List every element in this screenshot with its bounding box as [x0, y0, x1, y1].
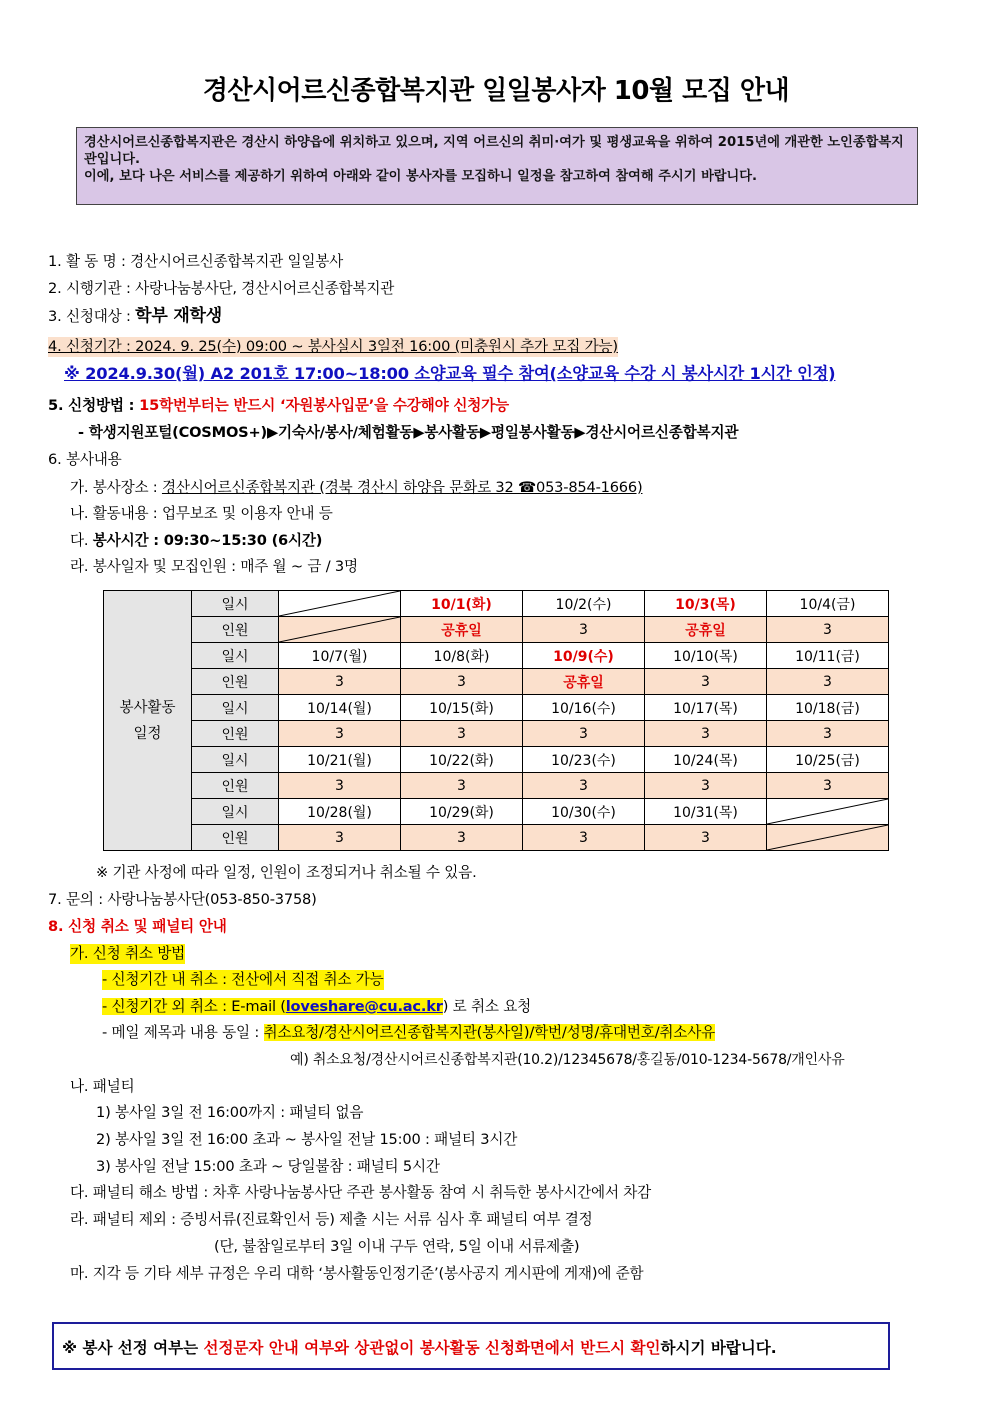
count-cell: 3	[523, 773, 645, 799]
schedule-date-row	[104, 747, 889, 773]
item-8b-2: 2) 봉사일 3일 전 16:00 초과 ~ 봉사일 전날 15:00 : 패널티 3시간	[96, 1131, 518, 1148]
item-5-path: - 학생지원포털(COSMOS+)▶기숙사/봉사/체험활동▶봉사활동▶평일봉사활동▶경산시어르신종합복지관	[78, 424, 739, 441]
item-3-value: 학부 재학생	[135, 306, 222, 326]
date-cell: 10/30(수)	[523, 799, 645, 825]
date-cell: 10/18(금)	[767, 695, 889, 721]
footer-red: 선정문자 안내 여부와 상관없이 봉사활동 신청화면에서 반드시 확인	[203, 1339, 661, 1357]
schedule-count-row	[104, 669, 889, 695]
date-cell: 10/21(월)	[279, 747, 401, 773]
item-5-value: 15학번부터는 반드시 ‘자원봉사입문’을 수강해야 신청가능	[139, 397, 509, 414]
count-cell: 공휴일	[645, 617, 767, 643]
date-cell: 10/11(금)	[767, 643, 889, 669]
count-cell: 공휴일	[401, 617, 523, 643]
date-cell: 10/7(월)	[279, 643, 401, 669]
date-cell: 10/9(수)	[523, 643, 645, 669]
schedule-header: 봉사활동 일정	[104, 591, 192, 851]
item-8a-3-value: 취소요청/경산시어르신종합복지관(봉사일)/학번/성명/휴대번호/취소사유	[263, 1024, 716, 1041]
date-cell: 10/28(월)	[279, 799, 401, 825]
item-8a-2-post: ) 로 취소 요청	[442, 998, 532, 1015]
item-8c: 다. 패널티 해소 방법 : 차후 사랑나눔봉사단 주관 봉사활동 참여 시 취득한 봉사시간에서 차감	[70, 1184, 652, 1201]
schedule-count-row	[104, 721, 889, 747]
empty-cell	[767, 799, 889, 825]
date-label: 일시	[192, 799, 279, 825]
count-label: 인원	[192, 617, 279, 643]
count-label: 인원	[192, 669, 279, 695]
item-8: 8. 신청 취소 및 패널티 안내	[48, 918, 227, 935]
count-label: 인원	[192, 825, 279, 851]
date-label: 일시	[192, 695, 279, 721]
count-cell: 3	[279, 825, 401, 851]
item-5-label: 5. 신청방법 :	[48, 397, 140, 414]
item-3-label: 3. 신청대상 :	[48, 308, 136, 325]
item-6a	[70, 478, 642, 498]
count-cell: 3	[401, 825, 523, 851]
item-6c-label: 다.	[70, 532, 93, 549]
item-8a: 가. 신청 취소 방법	[70, 945, 186, 962]
item-8a-3-example: 예) 취소요청/경산시어르신종합복지관(10.2)/12345678/홍길동/010-1234-5678/개인사유	[290, 1052, 845, 1068]
count-cell: 3	[523, 617, 645, 643]
count-cell: 3	[767, 773, 889, 799]
count-cell: 3	[523, 721, 645, 747]
schedule-date-row	[104, 591, 889, 617]
item-8a-1: - 신청기간 내 취소 : 전산에서 직접 취소 가능	[102, 971, 384, 988]
item-6c	[70, 531, 322, 551]
item-4: 4. 신청기간 : 2024. 9. 25(수) 09:00 ~ 봉사실시 3일전 16:00 (미충원시 추가 모집 가능)	[48, 338, 618, 355]
intro-line-2: 이에, 보다 나은 서비스를 제공하기 위하여 아래와 같이 봉사자를 모집하니 일정을 참고하여 참여해 주시기 바랍니다.	[84, 169, 758, 184]
item-8e: 마. 지각 등 기타 세부 규정은 우리 대학 ‘봉사활동인정기준’(봉사공지 게시판에 게재)에 준함	[70, 1265, 644, 1282]
count-cell: 3	[279, 773, 401, 799]
empty-cell	[767, 825, 889, 851]
table-note: ※ 기관 사정에 따라 일정, 인원이 조정되거나 취소될 수 있음.	[96, 864, 477, 881]
item-6d: 라. 봉사일자 및 모집인원 : 매주 월 ~ 금 / 3명	[70, 558, 358, 575]
date-cell: 10/31(목)	[645, 799, 767, 825]
date-cell: 10/3(목)	[645, 591, 767, 617]
item-6c-value: 봉사시간 : 09:30~15:30 (6시간)	[92, 532, 323, 549]
schedule-count-row	[104, 773, 889, 799]
item-8a-2	[102, 997, 531, 1017]
count-cell: 3	[279, 721, 401, 747]
item-6a-label: 가. 봉사장소 :	[70, 479, 162, 496]
intro-line-1: 경산시어르신종합복지관은 경산시 하양읍에 위치하고 있으며, 지역 어르신의 취미·여가 및 평생교육을 위하여 2015년에 개관한 노인종합복지관입니다.	[84, 135, 904, 167]
date-cell: 10/2(수)	[523, 591, 645, 617]
count-cell: 3	[279, 669, 401, 695]
intro-box	[76, 127, 918, 205]
item-8a-2-pre: - 신청기간 외 취소 : E-mail (	[102, 998, 286, 1015]
count-cell: 3	[645, 773, 767, 799]
item-8b-1: 1) 봉사일 3일 전 16:00까지 : 패널티 없음	[96, 1104, 364, 1121]
count-cell: 공휴일	[523, 669, 645, 695]
date-cell: 10/14(월)	[279, 695, 401, 721]
item-8d: 라. 패널티 제외 : 증빙서류(진료확인서 등) 제출 시는 서류 심사 후 패널티 여부 결정	[70, 1211, 593, 1228]
date-cell: 10/25(금)	[767, 747, 889, 773]
date-cell: 10/4(금)	[767, 591, 889, 617]
count-cell: 3	[645, 721, 767, 747]
count-cell: 3	[645, 669, 767, 695]
schedule-date-row	[104, 643, 889, 669]
footer-post: 하시기 바랍니다.	[660, 1339, 777, 1357]
count-cell: 3	[401, 721, 523, 747]
count-label: 인원	[192, 721, 279, 747]
empty-cell	[279, 591, 401, 617]
email-link[interactable]: loveshare@cu.ac.kr	[285, 998, 443, 1015]
item-1: 1. 활 동 명 : 경산시어르신종합복지관 일일봉사	[48, 253, 344, 270]
date-label: 일시	[192, 747, 279, 773]
count-cell: 3	[767, 669, 889, 695]
item-6: 6. 봉사내용	[48, 451, 122, 468]
item-3	[48, 306, 222, 327]
date-cell: 10/16(수)	[523, 695, 645, 721]
date-cell: 10/17(목)	[645, 695, 767, 721]
count-cell: 3	[767, 617, 889, 643]
footer-pre: ※ 봉사 선정 여부는	[62, 1339, 204, 1357]
item-6b: 나. 활동내용 : 업무보조 및 이용자 안내 등	[70, 505, 333, 522]
date-cell: 10/22(화)	[401, 747, 523, 773]
date-cell: 10/1(화)	[401, 591, 523, 617]
item-8a-3-pre: - 메일 제목과 내용 동일 :	[102, 1024, 264, 1041]
count-cell: 3	[401, 773, 523, 799]
date-cell: 10/15(화)	[401, 695, 523, 721]
item-6a-value: 경산시어르신종합복지관 (경북 경산시 하양읍 문화로 32 ☎053-854-1666)	[161, 479, 643, 496]
item-7: 7. 문의 : 사랑나눔봉사단(053-850-3758)	[48, 891, 317, 908]
count-cell: 3	[645, 825, 767, 851]
item-4-note: ※ 2024.9.30(월) A2 201호 17:00~18:00 소양교육 필수 참여(소양교육 수강 시 봉사시간 1시간 인정)	[64, 364, 836, 383]
date-label: 일시	[192, 643, 279, 669]
date-cell: 10/8(화)	[401, 643, 523, 669]
empty-cell	[279, 617, 401, 643]
footer-notice	[52, 1322, 890, 1370]
item-5	[48, 396, 509, 416]
schedule-date-row	[104, 799, 889, 825]
schedule-table	[103, 590, 889, 851]
item-8a-3	[102, 1023, 715, 1043]
date-label: 일시	[192, 591, 279, 617]
date-cell: 10/23(수)	[523, 747, 645, 773]
schedule-count-row	[104, 825, 889, 851]
item-2: 2. 시행기관 : 사랑나눔봉사단, 경산시어르신종합복지관	[48, 280, 395, 297]
date-cell: 10/24(목)	[645, 747, 767, 773]
item-8b-3: 3) 봉사일 전날 15:00 초과 ~ 당일불참 : 패널티 5시간	[96, 1158, 440, 1175]
item-8b: 나. 패널티	[70, 1078, 135, 1095]
page-title: 경산시어르신종합복지관 일일봉사자 10월 모집 안내	[202, 76, 790, 106]
count-cell: 3	[523, 825, 645, 851]
date-cell: 10/29(화)	[401, 799, 523, 825]
count-cell: 3	[767, 721, 889, 747]
count-label: 인원	[192, 773, 279, 799]
count-cell: 3	[401, 669, 523, 695]
schedule-date-row	[104, 695, 889, 721]
item-8d-sub: (단, 불참일로부터 3일 이내 구두 연락, 5일 이내 서류제출)	[214, 1238, 580, 1255]
date-cell: 10/10(목)	[645, 643, 767, 669]
schedule-count-row	[104, 617, 889, 643]
